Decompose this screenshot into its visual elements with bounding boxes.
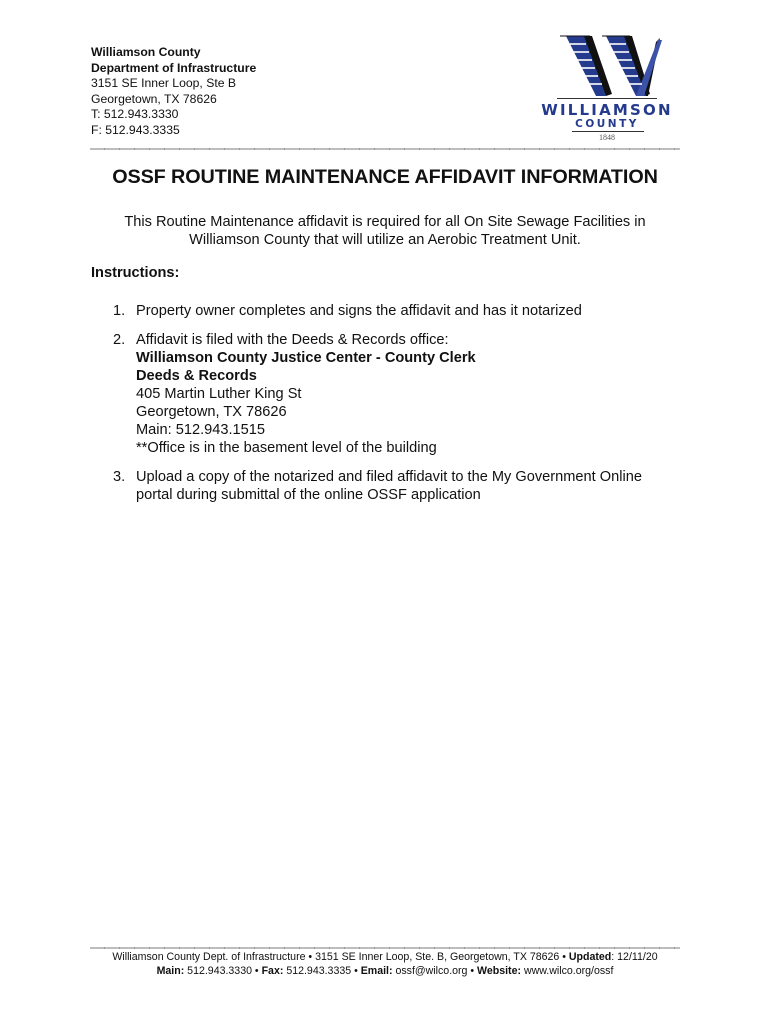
step-text: Upload a copy of the notarized and filed affidavit to the My Government Online [136,469,642,485]
williamson-county-logo [532,34,682,146]
list-item [113,331,683,457]
updated-date: : 12/11/20 [611,951,658,963]
phone-line: T: 512.943.3330 [91,107,179,121]
instructions-heading: Instructions: [91,265,180,281]
email-address: ossf@wilco.org • [392,964,478,977]
step-text: Property owner completes and signs the affidavit and has it notarized [136,303,582,319]
footer-line-1 [80,951,690,965]
logo-name: WILLIAMSON [541,101,673,119]
fax-line: F: 512.943.3335 [91,122,180,137]
office-city: Georgetown, TX 78626 [136,404,287,420]
page-title: OSSF ROUTINE MAINTENANCE AFFIDAVIT INFORMATION [112,166,658,188]
header-divider [90,148,680,150]
intro-paragraph [90,213,680,249]
logo-year: 1848 [599,133,615,142]
address-line: 3151 SE Inner Loop, Ste B [91,76,237,90]
logo-rule [572,131,644,132]
main-phone: 512.943.3330 • [184,964,262,977]
city-line: Georgetown, TX 78626 [91,91,217,106]
step-number: 1. [113,303,126,319]
step-number: 3. [113,469,126,485]
list-item [113,302,683,320]
org-name: Williamson County [91,45,201,59]
intro-line: Williamson County that will utilize an Aerobic Treatment Unit. [189,232,581,248]
office-department: Deeds & Records [136,368,257,384]
list-item [113,468,683,504]
updated-label: Updated [568,951,612,963]
page-footer [80,951,690,978]
footer-line-2 [80,965,690,979]
step-number: 2. [113,332,126,348]
website-url: www.wilco.org/ossf [521,964,614,977]
step-text: Affidavit is filed with the Deeds & Records office: [136,332,449,348]
instructions-list [113,302,683,515]
fax-label: Fax: [261,964,284,977]
logo-rule [557,98,657,99]
office-address: 405 Martin Luther King St [136,386,302,402]
department-name: Department of Infrastructure [91,60,257,75]
w-logo-icon [532,34,682,100]
main-label: Main: [156,964,185,977]
department-address-block [91,45,256,138]
footer-address: Williamson County Dept. of Infrastructure • 3151 SE Inner Loop, Ste. B, Georgetown, TX 78626 • [112,951,569,963]
logo-county: COUNTY [575,118,639,130]
step-text: portal during submittal of the online OSSF application [136,487,481,503]
office-note: **Office is in the basement level of the building [136,440,437,456]
email-label: Email: [360,964,393,977]
intro-line: This Routine Maintenance affidavit is required for all On Site Sewage Facilities in [124,214,646,230]
footer-divider [90,947,680,949]
office-phone: Main: 512.943.1515 [136,422,266,438]
office-name: Williamson County Justice Center - County Clerk [136,350,476,366]
website-label: Website: [477,964,521,977]
fax-number: 512.943.3335 • [283,964,361,977]
